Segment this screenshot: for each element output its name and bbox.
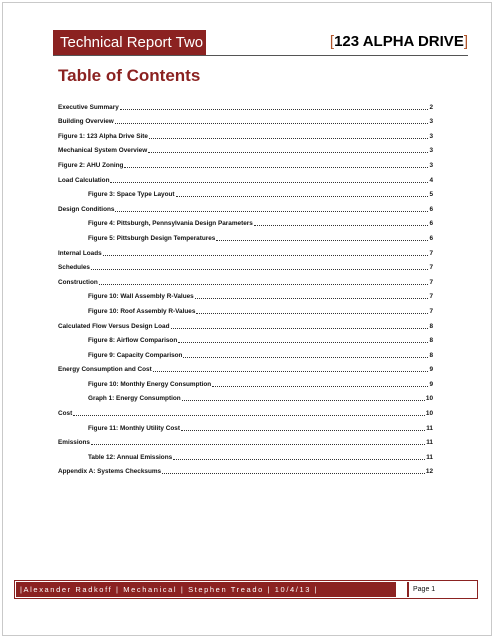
toc-entry-label: Figure 9: Capacity Comparison: [88, 351, 183, 359]
toc-entry-page: 8: [429, 322, 433, 330]
bracket-open: [: [329, 33, 335, 50]
footer-separator: [407, 582, 409, 597]
toc-entry[interactable]: [58, 257, 433, 272]
toc-entry[interactable]: [58, 227, 433, 242]
toc-entry[interactable]: [58, 446, 433, 461]
toc-entry[interactable]: [58, 432, 433, 447]
toc-entry[interactable]: [58, 359, 433, 374]
toc-entry-page: 7: [429, 293, 433, 301]
toc-entry[interactable]: [58, 417, 433, 432]
toc-entry-page: 10: [425, 410, 433, 418]
toc-entry-page: 10: [425, 395, 433, 403]
toc-entry[interactable]: [58, 271, 433, 286]
toc-entry-label: Construction: [58, 278, 98, 286]
header-rule: [53, 55, 468, 56]
bracket-close: ]: [463, 33, 468, 50]
toc-entry-page: 6: [429, 234, 433, 242]
toc-title: Table of Contents: [58, 66, 201, 85]
toc-entry[interactable]: [58, 242, 433, 257]
toc-entry-label: Mechanical System Overview: [58, 147, 148, 155]
toc-entry-label: Figure 5: Pittsburgh Design Temperatures: [88, 234, 216, 242]
building-name-header: [330, 33, 468, 50]
toc-dot-leader: [216, 240, 428, 241]
toc-entry[interactable]: [58, 388, 433, 403]
toc-dot-leader: [115, 211, 428, 212]
toc-entry-page: 6: [429, 205, 433, 213]
toc-entry-label: Table 12: Annual Emissions: [88, 453, 173, 461]
toc-dot-leader: [153, 371, 429, 372]
toc-entry[interactable]: [58, 125, 433, 140]
toc-entry-label: Executive Summary: [58, 103, 119, 111]
footer: [14, 580, 478, 599]
toc-entry-page: 7: [429, 264, 433, 272]
toc-entry-label: Figure 2: AHU Zoning: [58, 161, 124, 169]
toc-entry-page: 8: [429, 351, 433, 359]
toc-entry[interactable]: [58, 213, 433, 228]
toc-dot-leader: [173, 459, 425, 460]
toc-dot-leader: [110, 182, 428, 183]
toc-entry-page: 3: [429, 147, 433, 155]
toc-dot-leader: [91, 269, 428, 270]
toc-entry-page: 3: [429, 132, 433, 140]
toc-dot-leader: [103, 255, 429, 256]
toc-entry[interactable]: [58, 461, 433, 476]
toc-entry-label: Figure 4: Pittsburgh, Pennsylvania Design Parameters: [88, 220, 253, 228]
toc-dot-leader: [148, 152, 428, 153]
toc-entry-page: 3: [429, 118, 433, 126]
toc-entry-label: Load Calculation: [58, 176, 110, 184]
toc-entry[interactable]: [58, 96, 433, 111]
page-number: Page 1: [413, 586, 436, 593]
toc-entry[interactable]: [58, 286, 433, 301]
toc-entry-label: Figure 1: 123 Alpha Drive Site: [58, 132, 148, 140]
toc-dot-leader: [171, 328, 429, 329]
toc-entry-label: Figure 10: Roof Assembly R-Values: [88, 307, 196, 315]
toc-dot-leader: [99, 284, 429, 285]
toc-entry-label: Emissions: [58, 439, 90, 447]
toc-entry[interactable]: [58, 111, 433, 126]
toc-entry[interactable]: [58, 315, 433, 330]
toc-entry-page: 11: [426, 439, 433, 447]
toc-entry-label: Schedules: [58, 264, 90, 272]
toc-entry-label: Cost: [58, 410, 73, 418]
toc-dot-leader: [149, 138, 428, 139]
toc-dot-leader: [162, 473, 425, 474]
toc-entry-page: 7: [429, 249, 433, 257]
toc-dot-leader: [254, 225, 429, 226]
toc-entry[interactable]: [58, 184, 433, 199]
toc-entry-label: Building Overview: [58, 118, 114, 126]
toc-entry-page: 12: [425, 468, 433, 476]
table-of-contents: [58, 96, 433, 475]
toc-entry-label: Appendix A: Systems Checksums: [58, 468, 162, 476]
report-title-band: [53, 30, 206, 55]
toc-entry[interactable]: [58, 300, 433, 315]
toc-dot-leader: [91, 444, 425, 445]
toc-entry-page: 11: [426, 453, 433, 461]
toc-entry-label: Design Conditions: [58, 205, 115, 213]
toc-entry[interactable]: [58, 154, 433, 169]
toc-dot-leader: [115, 123, 429, 124]
toc-dot-leader: [124, 167, 428, 168]
toc-entry-label: Figure 8: Airflow Comparison: [88, 337, 178, 345]
toc-entry-label: Calculated Flow Versus Design Load: [58, 322, 170, 330]
toc-entry-label: Figure 10: Monthly Energy Consumption: [88, 380, 212, 388]
toc-dot-leader: [195, 298, 429, 299]
toc-entry-page: 2: [429, 103, 433, 111]
toc-entry-label: Figure 3: Space Type Layout: [88, 191, 175, 199]
toc-dot-leader: [182, 400, 425, 401]
toc-dot-leader: [181, 430, 425, 431]
toc-entry[interactable]: [58, 198, 433, 213]
toc-dot-leader: [212, 386, 428, 387]
footer-info: |Alexander Radkoff | Mechanical | Stephen Treado | 10/4/13 |: [16, 582, 396, 597]
toc-dot-leader: [120, 109, 429, 110]
toc-entry-page: 9: [429, 380, 433, 388]
toc-entry[interactable]: [58, 344, 433, 359]
toc-dot-leader: [178, 342, 428, 343]
toc-entry-page: 6: [429, 220, 433, 228]
toc-entry[interactable]: [58, 140, 433, 155]
toc-entry-page: 11: [426, 424, 433, 432]
toc-entry-label: Graph 1: Energy Consumption: [88, 395, 181, 403]
toc-entry[interactable]: [58, 402, 433, 417]
toc-entry-label: Internal Loads: [58, 249, 102, 257]
report-title: Technical Report Two: [60, 34, 204, 51]
toc-entry-label: Figure 10: Wall Assembly R-Values: [88, 293, 194, 301]
toc-entry-page: 3: [429, 161, 433, 169]
toc-entry-page: 8: [429, 337, 433, 345]
toc-entry-page: 9: [429, 366, 433, 374]
building-name: 123 ALPHA DRIVE: [334, 33, 464, 50]
toc-entry[interactable]: [58, 373, 433, 388]
toc-dot-leader: [196, 313, 428, 314]
toc-dot-leader: [176, 196, 429, 197]
toc-dot-leader: [73, 415, 425, 416]
toc-entry-page: 5: [429, 191, 433, 199]
toc-entry-page: 7: [429, 307, 433, 315]
toc-entry-label: Figure 11: Monthly Utility Cost: [88, 424, 180, 432]
toc-entry-label: Energy Consumption and Cost: [58, 366, 152, 374]
toc-entry[interactable]: [58, 330, 433, 345]
toc-dot-leader: [183, 357, 428, 358]
toc-entry[interactable]: [58, 169, 433, 184]
toc-entry-page: 4: [429, 176, 433, 184]
toc-entry-page: 7: [429, 278, 433, 286]
